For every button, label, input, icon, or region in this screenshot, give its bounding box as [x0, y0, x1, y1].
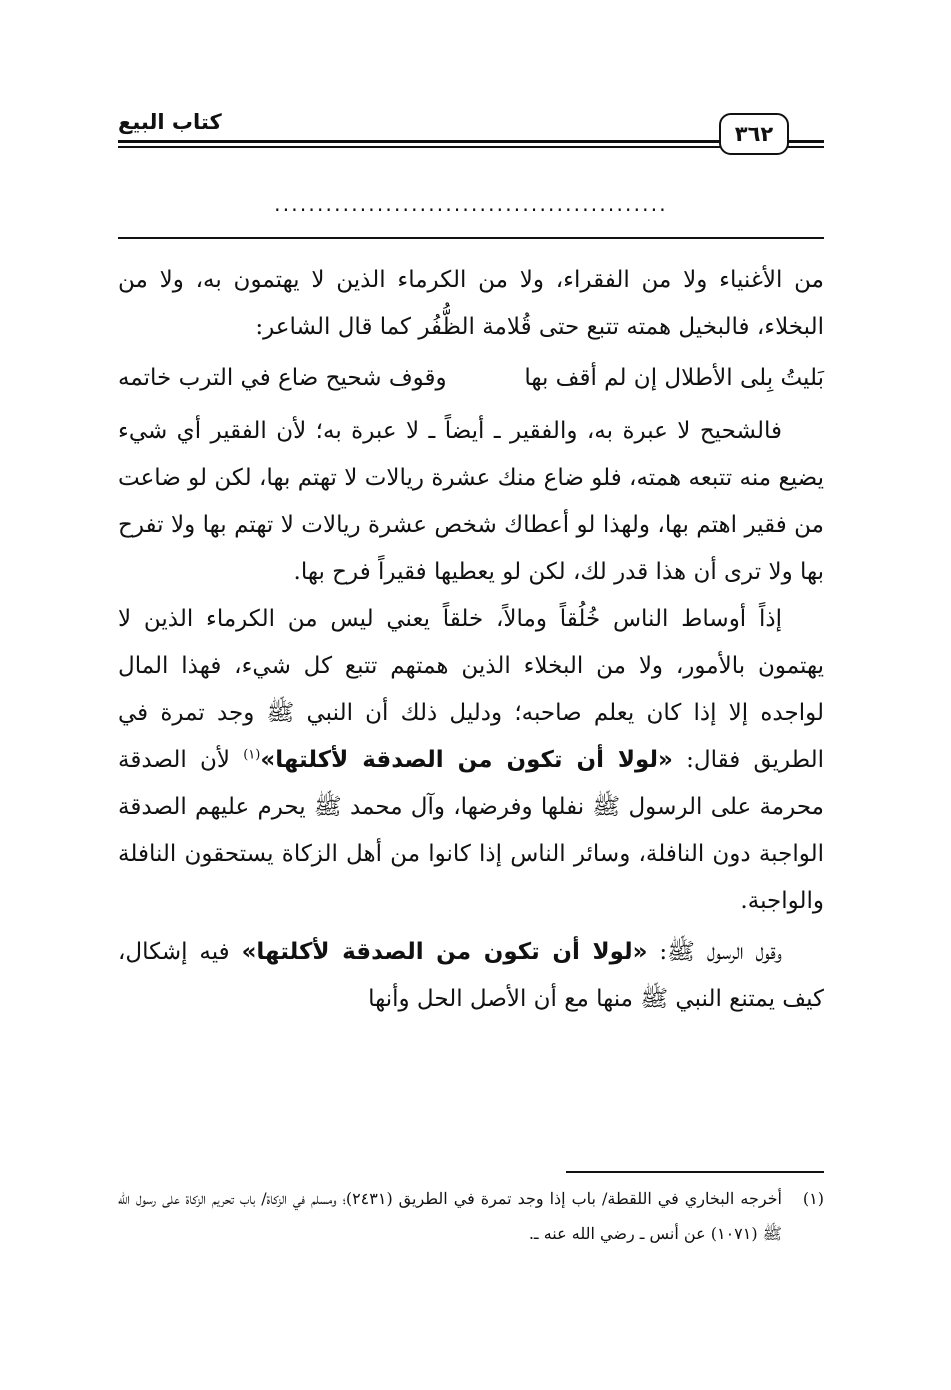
- paragraph-3-text-b: لأن الصدقة محرمة على الرسول ﷺ نفلها وفرضها، وآل محمد ﷺ يحرم عليهم الصدقة الواجبة دون النافلة، وسائر الناس إذا كانوا من أهل الزكاة يستحقون النافلة والواجبة.: [118, 747, 824, 914]
- running-title: كتاب البيع: [118, 110, 222, 134]
- page-number-badge: [719, 113, 789, 155]
- body-text: [118, 257, 824, 1023]
- footnote-item: [118, 1181, 824, 1251]
- paragraph-4-text-a: وقول الرسول ﷺ:: [647, 939, 782, 965]
- omission-dots: ..............................................: [274, 192, 668, 216]
- verse-first-hemistich: بَليتُ بِلى الأطلال إن لم أقف بها: [524, 365, 824, 391]
- paragraph-3: [118, 596, 824, 925]
- footnote-number: (١): [802, 1189, 824, 1208]
- paragraph-3-text-a: إذاً أوساط الناس خُلُقاً ومالاً، خلقاً يعني ليس من الكرماء الذين لا يهتمون بالأمور، ولا من البخلاء الذين همتهم تتبع كل شيء، فهذا المال لواجده إلا إذا كان يعلم صاحبه؛ ودليل ذلك أن النبي ﷺ وجد تمرة في الطريق فقال:: [118, 606, 824, 773]
- poetry-verse: [118, 355, 824, 402]
- footnote-text: أخرجه البخاري في اللقطة/ باب إذا وجد تمرة في الطريق (٢٤٣١)؛ ومسلم في الزكاة/ باب تحريم الزكاة على رسول الله ﷺ (١٠٧١) عن أنس ـ رضي الله عنه ـ.: [118, 1189, 782, 1243]
- paragraph-2: فالشحيح لا عبرة به، والفقير ـ أيضاً ـ لا عبرة به؛ لأن الفقير أي شيء يضيع منه تتبعه همته، فلو ضاع منك عشرة ريالات لا تهتم بها، لكن لو ضاعت من فقير اهتم بها، ولهذا لو أعطاك شخص عشرة ريالات لا تهتم بها ولا تفرح بها ولا ترى أن هذا قدر لك، لكن لو يعطيها فقيراً فرح بها.: [118, 418, 824, 585]
- paragraph-4-text-b: فيه إشكال، كيف يمتنع النبي ﷺ منها مع أن الأصل الحل وأنها: [118, 939, 824, 1012]
- paragraph-1: من الأغنياء ولا من الفقراء، ولا من الكرماء الذين لا يهتمون به، ولا من البخلاء، فالبخيل همته تتبع حتى قُلامة الظُّفُر كما قال الشاعر:: [118, 267, 824, 340]
- hadith-quote: «لولا أن تكون من الصدقة لأكلتها»: [241, 939, 648, 965]
- footnotes: [118, 1181, 824, 1251]
- paragraph-4: [118, 929, 824, 1023]
- verse-second-hemistich: وقوف شحيح ضاع في الترب خاتمه: [118, 365, 447, 391]
- hadith-quote: «لولا أن تكون من الصدقة لأكلتها»: [260, 747, 673, 773]
- footnote-rule: [566, 1171, 824, 1173]
- page-number: ٣٦٢: [734, 122, 774, 146]
- footnote-reference: (١): [243, 747, 261, 763]
- header-rule-thin: [118, 146, 824, 148]
- separator-rule: [118, 237, 824, 239]
